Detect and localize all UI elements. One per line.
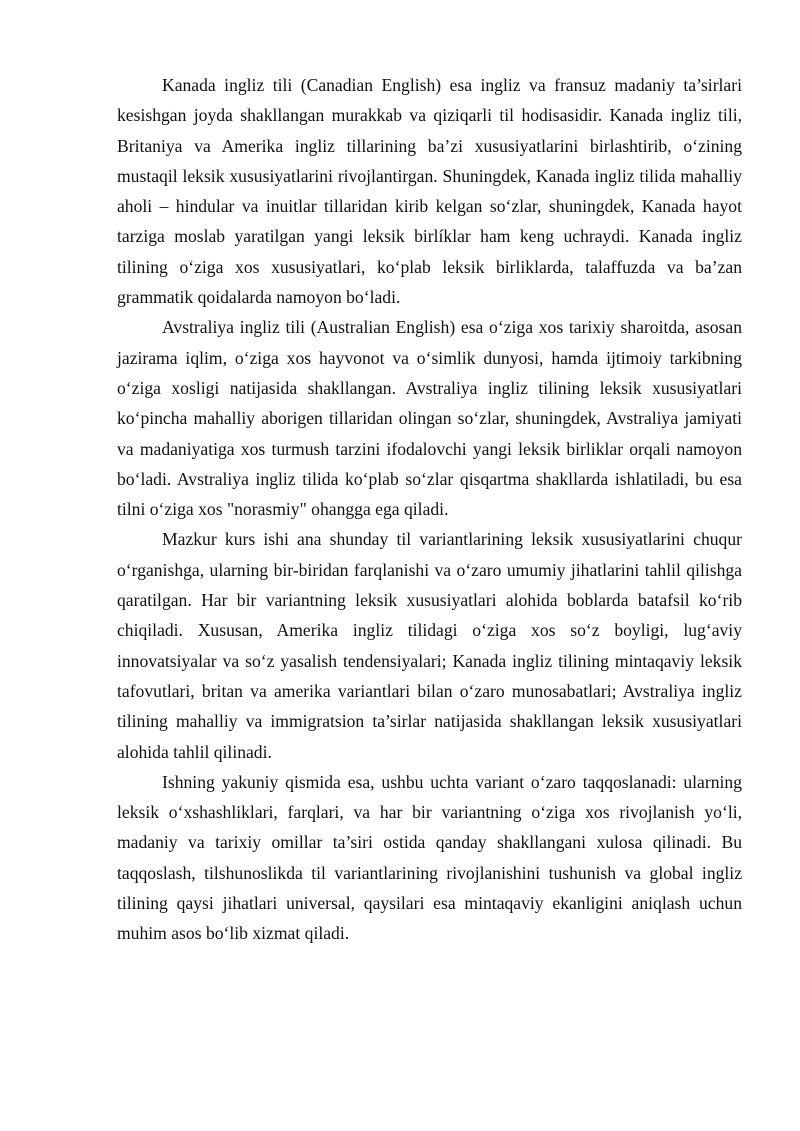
- paragraph-australian-english: Avstraliya ingliz tili (Australian English) esa o‘ziga xos tarixiy sharoitda, asosan jazirama iqlim, o‘ziga xos hayvonot va o‘simlik dunyosi, hamda ijtimoiy tarkibning o‘ziga xosligi natijasida shakllangan. Avstraliya ingliz tilining leksik xususiyatlari ko‘pincha mahalliy aborigen tillaridan olingan so‘zlar, shuningdek, Avstraliya jamiyati va madaniyatiga xos turmush tarzini ifodalovchi yangi leksik birliklar orqali namoyon bo‘ladi. Avstraliya ingliz tilida ko‘plab so‘zlar qisqartma shakllarda ishlatiladi, bu esa tilni o‘ziga xos "norasmiy" ohangga ega qiladi.: [117, 317, 742, 520]
- paragraph-conclusion-comparison: Ishning yakuniy qismida esa, ushbu uchta variant o‘zaro taqqoslanadi: ularning leksik o‘xshashliklari, farqlari, va har bir variantning o‘ziga xos rivojlanish yo‘li, madaniy va tarixiy omillar ta’siri ostida qanday shakllangani xulosa qilinadi. Bu taqqoslash, tilshunoslikda til variantlarining rivojlanishini tushunish va global ingliz tilining qaysi jihatlari universal, qaysilari esa mintaqaviy ekanligini aniqlash uchun muhim asos bo‘lib xizmat qiladi.: [117, 771, 742, 944]
- paragraph-course-work-aim: Mazkur kurs ishi ana shunday til variantlarining leksik xususiyatlarini chuqur o‘rganishga, ularning bir-biridan farqlanishi va o‘zaro umumiy jihatlarini tahlil qilishga qaratilgan. Har bir variantning leksik xususiyatlari alohida boblarda batafsil ko‘rib chiqiladi. Xususan, Amerika ingliz tilidagi o‘ziga xos so‘z boyligi, lug‘aviy innovatsiyalar va so‘z yasalish tendensiyalari; Kanada ingliz tilining mintaqaviy leksik tafovutlari, britan va amerika variantlari bilan o‘zaro munosabatlari; Avstraliya ingliz tilining mahalliy va immigratsion ta’sirlar natijasida shakllangan leksik xususiyatlari alohida tahlil qilinadi.: [117, 529, 742, 762]
- paragraph-canadian-english: Kanada ingliz tili (Canadian English) esa ingliz va fransuz madaniy ta’sirlari kesishgan joyda shakllangan murakkab va qiziqarli til hodisasidir. Kanada ingliz tili, Britaniya va Amerika ingliz tillarining ba’zi xususiyatlarini birlashtirib, o‘zining mustaqil leksik xususiyatlarini rivojlantirgan. Shuningdek, Kanada ingliz tilida mahalliy aholi – hindular va inuitlar tillaridan kirib kelgan so‘zlar, shuningdek, Kanada hayot tarziga moslab yaratilgan yangi leksik birlíklar ham keng uchraydi. Kanada ingliz tilining o‘ziga xos xususiyatlari, ko‘plab leksik birliklarda, talaffuzda va ba’zan grammatik qoidalarda namoyon bo‘ladi.: [117, 75, 742, 308]
- document-page: [117, 70, 742, 949]
